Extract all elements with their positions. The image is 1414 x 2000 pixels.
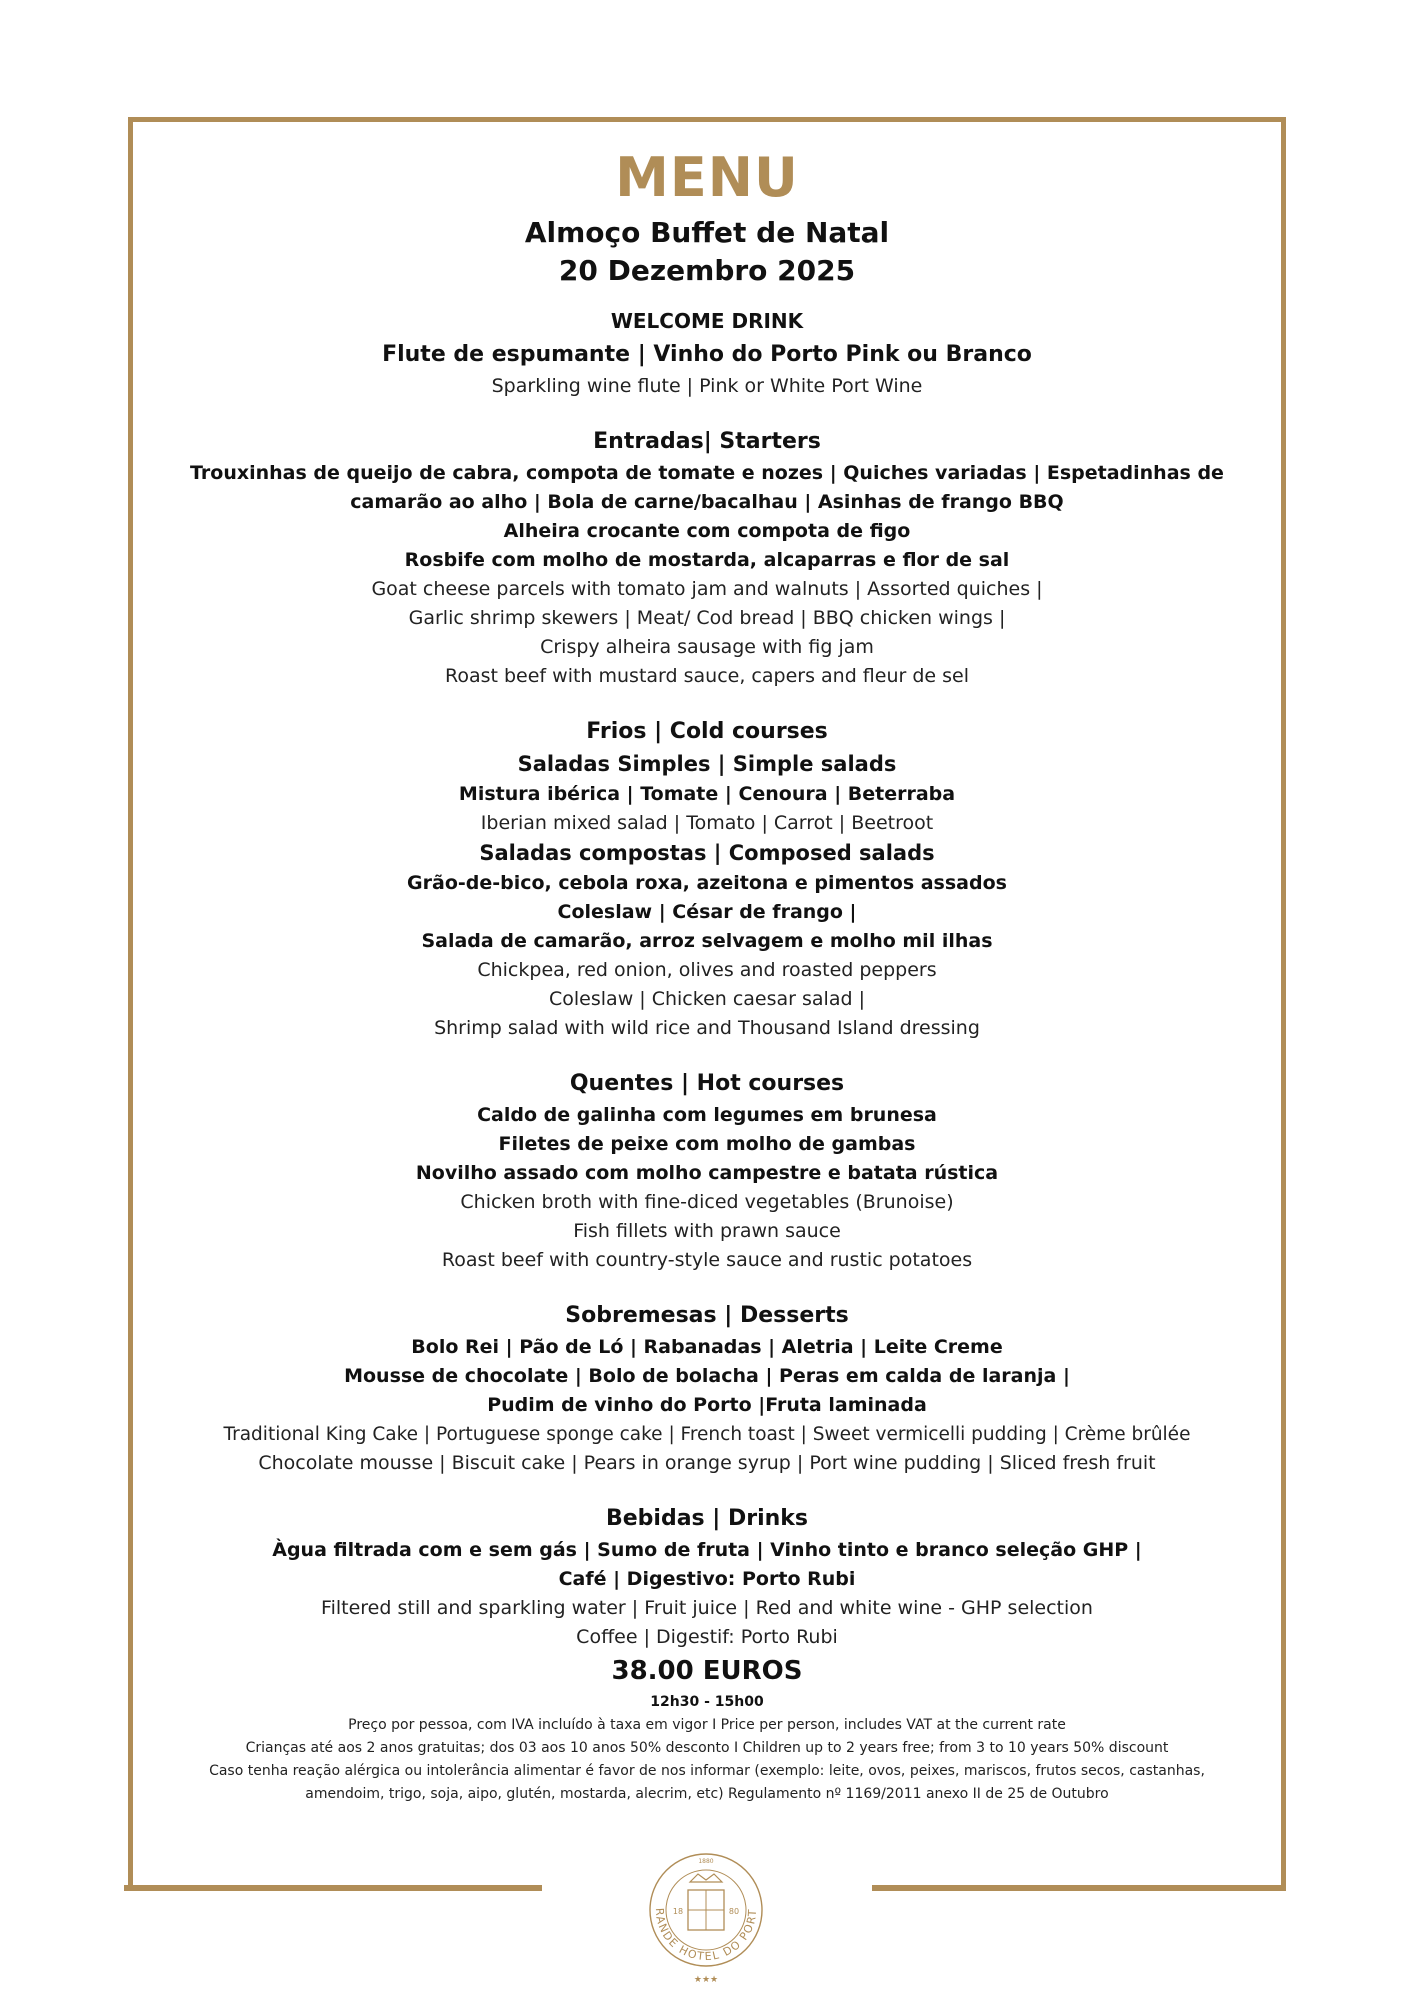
hot-en-line: Chicken broth with fine-diced vegetables (Brunoise) — [460, 1191, 954, 1213]
starters-en-line: Roast beef with mustard sauce, capers and fleur de sel — [444, 665, 970, 687]
starters-pt-line: Rosbife com molho de mostarda, alcaparras e flor de sal — [404, 549, 1010, 571]
simple-salads-en: Iberian mixed salad | Tomato | Carrot | Beetroot — [480, 812, 934, 834]
desserts-en-line: Traditional King Cake | Portuguese sponge cake | French toast | Sweet vermicelli pudding | Crème brûlée — [223, 1424, 1191, 1445]
frame-top-border — [128, 117, 1286, 122]
frame-right-border — [1281, 117, 1286, 1890]
composed-salads-en-line: Coleslaw | Chicken caesar salad | — [549, 988, 865, 1010]
starters-en-line: Crispy alheira sausage with fig jam — [540, 636, 874, 658]
hot-heading: Quentes | Hot courses — [569, 1071, 845, 1096]
service-hours: 12h30 - 15h00 — [650, 1694, 764, 1710]
drinks-en-line: Filtered still and sparkling water | Fruit juice | Red and white wine - GHP selection — [321, 1597, 1093, 1619]
hot-en-line: Roast beef with country-style sauce and rustic potatoes — [441, 1249, 973, 1271]
starters-pt-line: camarão ao alho | Bola de carne/bacalhau | Asinhas de frango BBQ — [350, 491, 1064, 513]
footer-note: amendoim, trigo, soja, aipo, glutén, mostarda, alecrim, etc) Regulamento nº 1169/2011 anexo II de 25 de Outubro — [305, 1786, 1109, 1802]
composed-salads-pt-line: Coleslaw | César de frango | — [557, 901, 857, 923]
composed-salads-en-line: Shrimp salad with wild rice and Thousand Island dressing — [434, 1017, 980, 1039]
frame-bottom-border-right — [872, 1885, 1286, 1891]
welcome-en: Sparkling wine flute | Pink or White Port Wine — [491, 375, 923, 397]
footer-note: Caso tenha reação alérgica ou intolerância alimentar é favor de nos informar (exemplo: leite, ovos, peixes, mariscos, frutos secos, castanhas, — [209, 1763, 1205, 1779]
welcome-heading: WELCOME DRINK — [610, 309, 804, 333]
cold-heading: Frios | Cold courses — [586, 719, 828, 744]
hot-en-line: Fish fillets with prawn sauce — [573, 1220, 841, 1242]
hot-pt-line: Filetes de peixe com molho de gambas — [498, 1133, 916, 1155]
desserts-pt-line: Mousse de chocolate | Bolo de bolacha | Peras em calda de laranja | — [344, 1365, 1070, 1387]
footer-note: Crianças até aos 2 anos gratuitas; dos 03 aos 10 anos 50% desconto I Children up to 2 years free; from 3 to 10 years 50% discount — [245, 1740, 1169, 1756]
drinks-heading: Bebidas | Drinks — [605, 1506, 809, 1531]
composed-salads-pt-line: Salada de camarão, arroz selvagem e molho mil ilhas — [421, 930, 993, 952]
hotel-crest-icon — [642, 1848, 770, 1986]
desserts-pt-line: Bolo Rei | Pão de Ló | Rabanadas | Aletria | Leite Creme — [411, 1336, 1003, 1358]
price: 38.00 EUROS — [611, 1656, 803, 1686]
menu-date: 20 Dezembro 2025 — [558, 254, 856, 287]
drinks-pt-line: Àgua filtrada com e sem gás | Sumo de fruta | Vinho tinto e branco seleção GHP | — [272, 1539, 1142, 1561]
footer-note: Preço por pessoa, com IVA incluído à taxa em vigor I Price per person, includes VAT at the current rate — [348, 1717, 1066, 1733]
menu-content — [150, 142, 1264, 1806]
composed-salads-heading: Saladas compostas | Composed salads — [479, 841, 935, 865]
menu-subtitle: Almoço Buffet de Natal — [524, 216, 890, 249]
desserts-en-line: Chocolate mousse | Biscuit cake | Pears in orange syrup | Port wine pudding | Sliced fresh fruit — [258, 1452, 1156, 1474]
svg-text:1880: 1880 — [698, 1858, 714, 1865]
drinks-en-line: Coffee | Digestif: Porto Rubi — [576, 1626, 838, 1648]
starters-en-line: Goat cheese parcels with tomato jam and walnuts | Assorted quiches | — [371, 578, 1043, 600]
starters-en-line: Garlic shrimp skewers | Meat/ Cod bread | BBQ chicken wings | — [408, 607, 1006, 629]
hot-pt-line: Novilho assado com molho campestre e batata rústica — [415, 1162, 999, 1184]
frame-left-border — [128, 117, 133, 1890]
starters-pt-line: Alheira crocante com compota de figo — [503, 520, 911, 542]
svg-text:18: 18 — [672, 1907, 684, 1916]
svg-text:80: 80 — [728, 1907, 740, 1916]
page-title: MENU — [615, 146, 799, 209]
hotel-logo — [642, 1848, 770, 1986]
drinks-pt-line: Café | Digestivo: Porto Rubi — [558, 1568, 856, 1590]
composed-salads-en-line: Chickpea, red onion, olives and roasted peppers — [477, 959, 937, 981]
simple-salads-heading: Saladas Simples | Simple salads — [517, 752, 897, 776]
frame-bottom-border-left — [124, 1885, 542, 1891]
welcome-pt: Flute de espumante | Vinho do Porto Pink ou Branco — [382, 342, 1032, 367]
desserts-pt-line: Pudim de vinho do Porto |Fruta laminada — [487, 1394, 927, 1416]
simple-salads-pt: Mistura ibérica | Tomate | Cenoura | Beterraba — [458, 783, 956, 805]
desserts-heading: Sobremesas | Desserts — [565, 1303, 849, 1328]
starters-heading: Entradas| Starters — [593, 429, 821, 454]
svg-text:★★★: ★★★ — [693, 1975, 719, 1985]
svg-text:GRANDE HOTEL DO PORTO: RANDE HOTEL DO PORT — [652, 1907, 760, 1964]
hot-pt-line: Caldo de galinha com legumes em brunesa — [477, 1104, 937, 1126]
starters-pt-line: Trouxinhas de queijo de cabra, compota de tomate e nozes | Quiches variadas | Espetadinhas de — [190, 462, 1224, 484]
composed-salads-pt-line: Grão-de-bico, cebola roxa, azeitona e pimentos assados — [407, 872, 1007, 894]
